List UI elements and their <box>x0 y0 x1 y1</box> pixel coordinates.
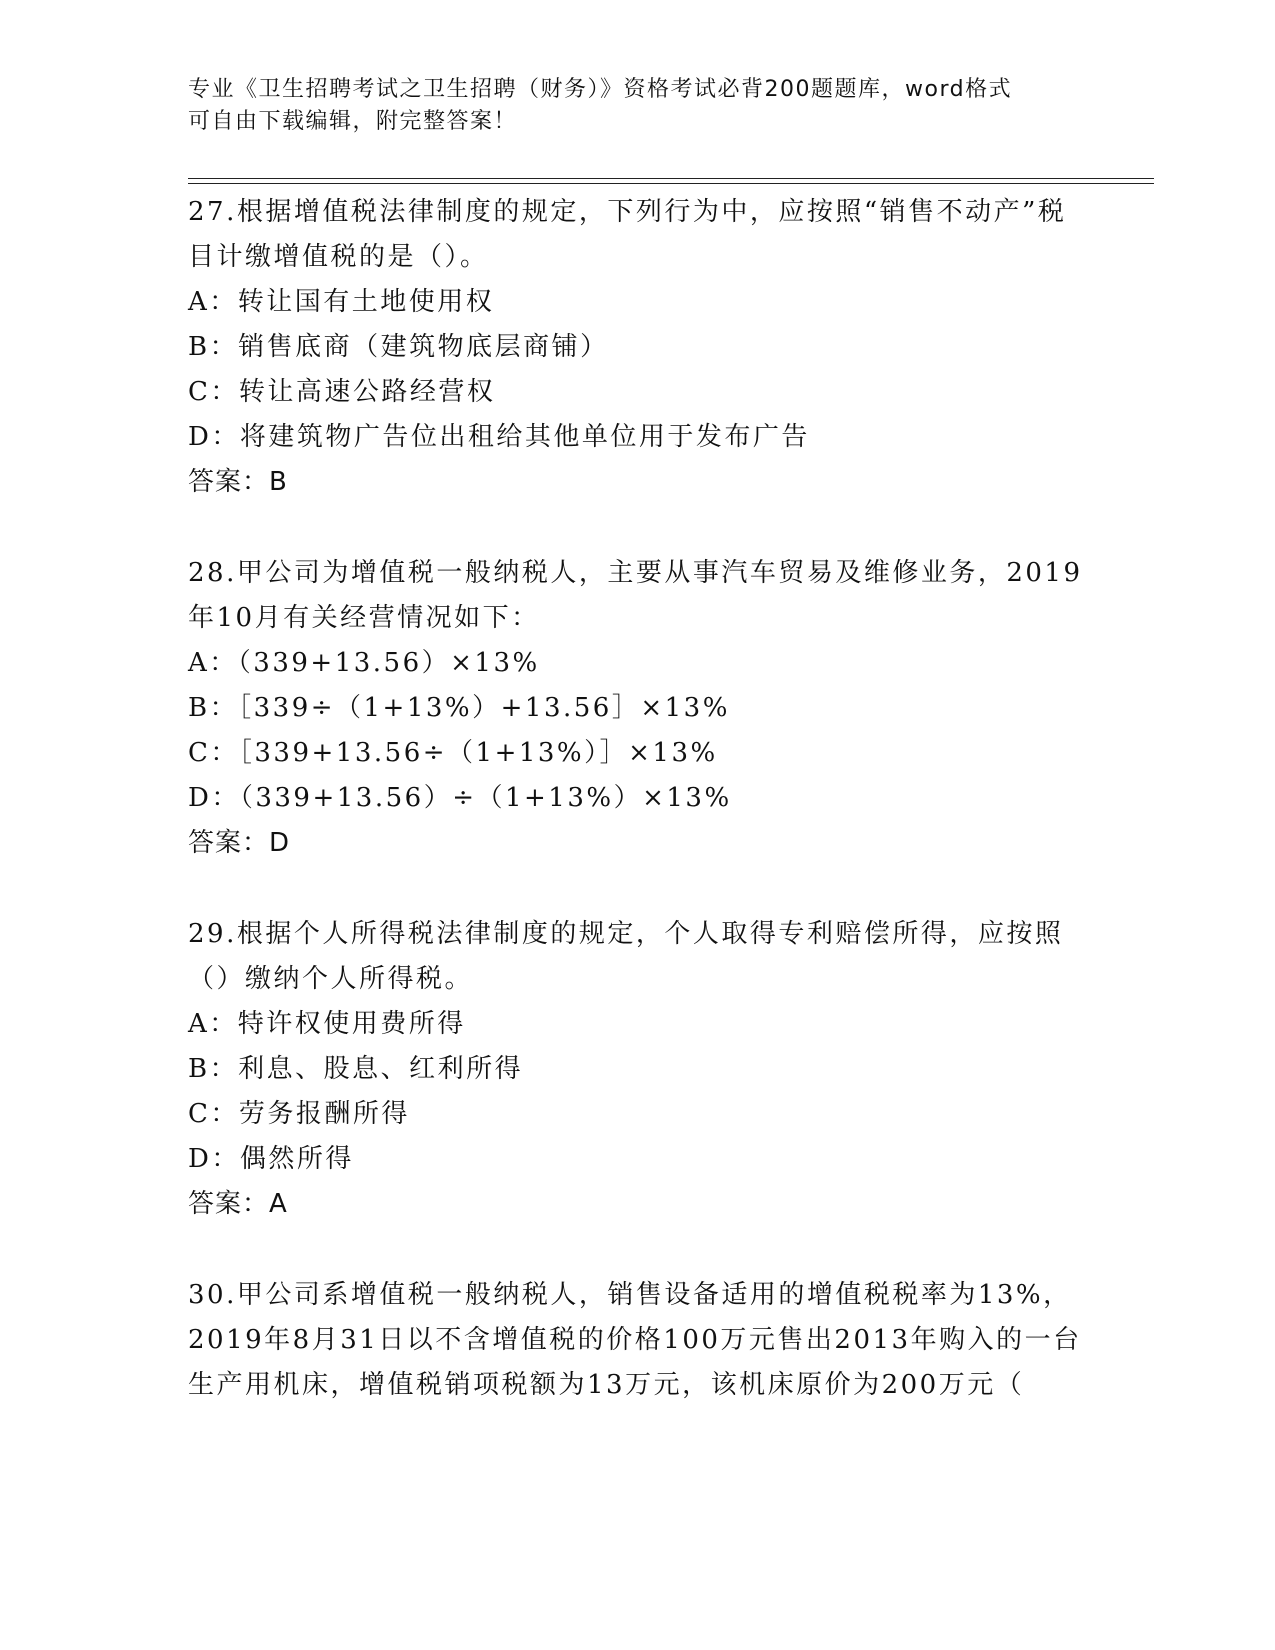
option-b: B：销售底商（建筑物底层商铺） <box>188 332 609 362</box>
question-28 <box>188 551 1088 866</box>
header-line-1: 专业《卫生招聘考试之卫生招聘（财务）》资格考试必背200题题库，word格式 <box>188 77 1013 102</box>
document-header <box>188 74 1068 138</box>
option-d: D：（339+13.56）÷（1+13%）×13% <box>188 783 732 813</box>
header-line-2: 可自由下载编辑，附完整答案！ <box>188 109 518 134</box>
option-c: C：劳务报酬所得 <box>188 1099 410 1129</box>
question-list <box>188 190 1088 1454</box>
option-a: A：（339+13.56）×13% <box>188 648 540 678</box>
option-d: D：将建筑物广告位出租给其他单位用于发布广告 <box>188 422 810 452</box>
answer: 答案：B <box>188 467 288 497</box>
option-b: B：［339÷（1+13%）+13.56］×13% <box>188 693 730 723</box>
question-stem: 29.根据个人所得税法律制度的规定，个人取得专利赔偿所得，应按照（）缴纳个人所得税。 <box>188 919 1064 994</box>
question-29 <box>188 912 1088 1227</box>
answer: 答案：A <box>188 1189 288 1219</box>
option-c: C：转让高速公路经营权 <box>188 377 496 407</box>
option-a: A：转让国有土地使用权 <box>188 287 495 317</box>
question-stem: 28.甲公司为增值税一般纳税人，主要从事汽车贸易及维修业务，2019年10月有关经营情况如下： <box>188 558 1083 633</box>
option-c: C：［339+13.56÷（1+13%）］×13% <box>188 738 718 768</box>
header-divider-bottom <box>188 183 1154 184</box>
question-stem: 27.根据增值税法律制度的规定，下列行为中，应按照“销售不动产”税目计缴增值税的是（）。 <box>188 197 1067 272</box>
option-d: D：偶然所得 <box>188 1144 354 1174</box>
answer: 答案：D <box>188 828 291 858</box>
question-30 <box>188 1273 1088 1408</box>
header-divider-top <box>188 178 1154 179</box>
question-stem: 30.甲公司系增值税一般纳税人，销售设备适用的增值税税率为13%，2019年8月31日以不含增值税的价格100万元售出2013年购入的一台生产用机床，增值税销项税额为13万元，该机床原价为200万元（ <box>188 1280 1082 1400</box>
option-a: A：特许权使用费所得 <box>188 1009 466 1039</box>
option-b: B：利息、股息、红利所得 <box>188 1054 524 1084</box>
question-27 <box>188 190 1088 505</box>
